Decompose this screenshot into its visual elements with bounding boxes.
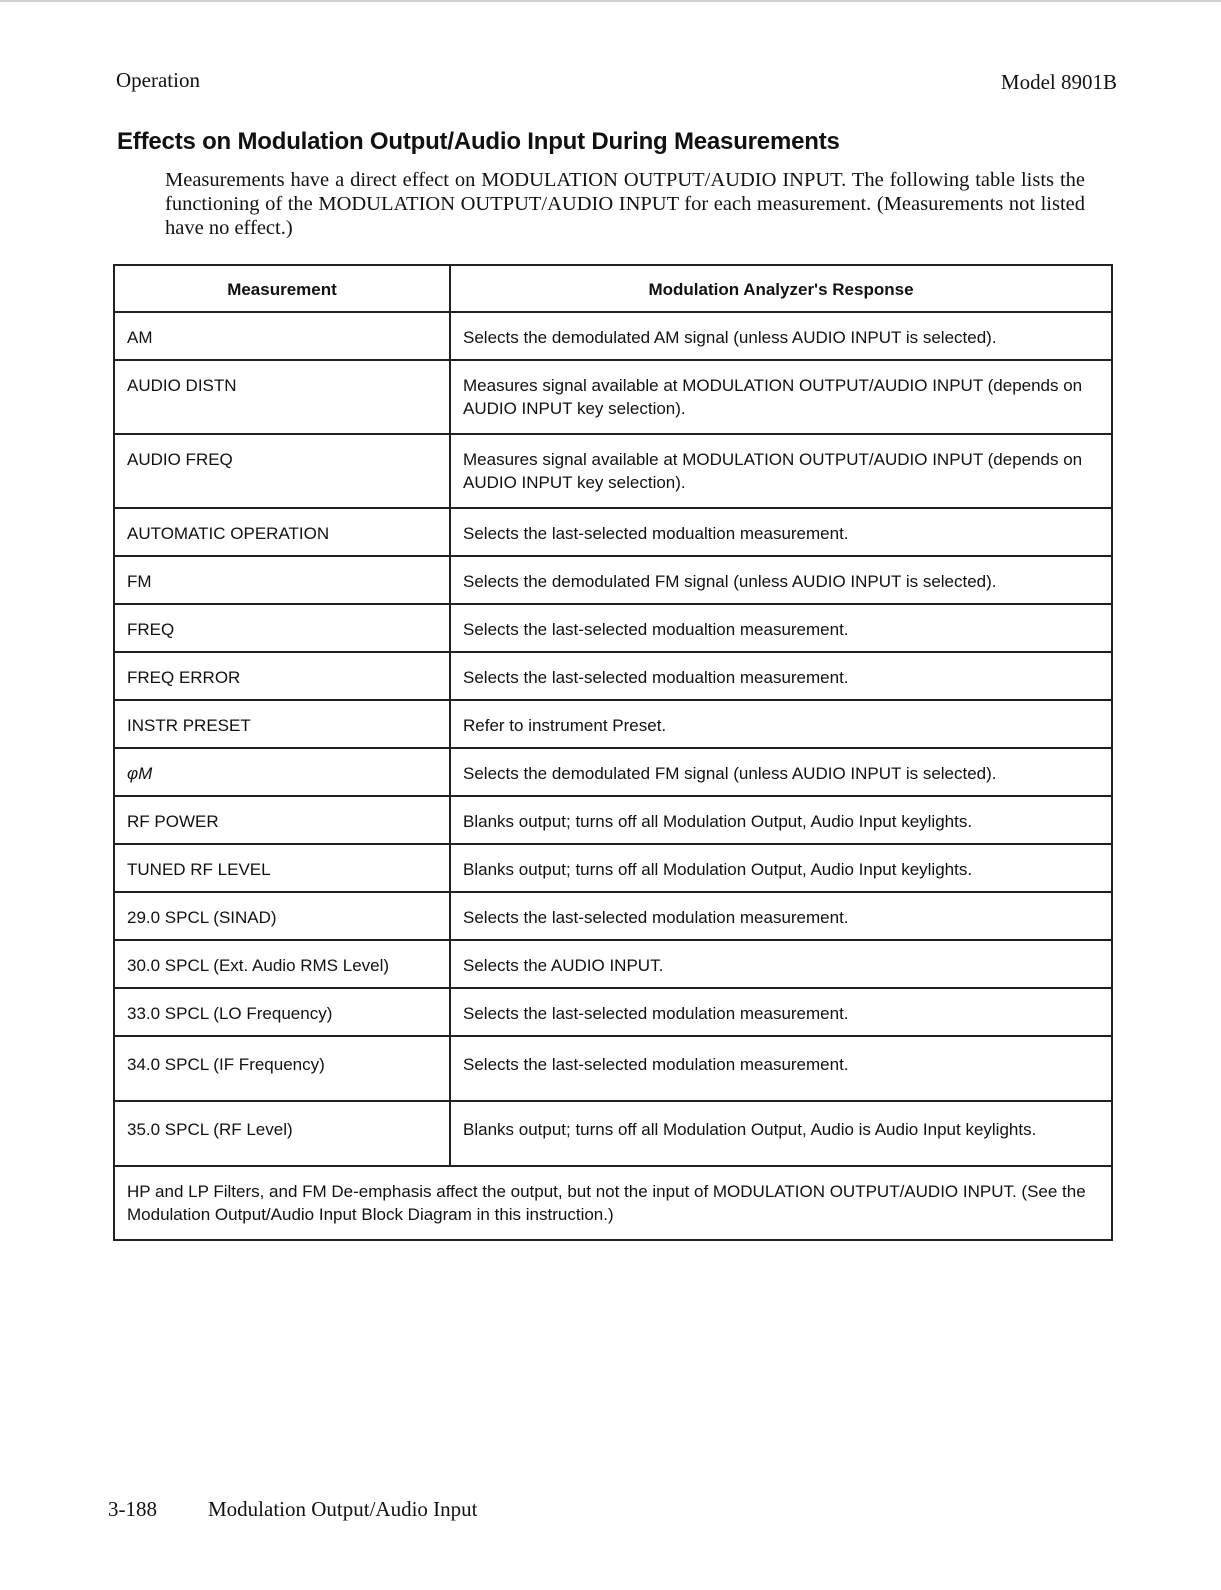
response-cell: Blanks output; turns off all Modulation Output, Audio Input keylights. xyxy=(450,796,1112,844)
table-row xyxy=(114,700,1112,748)
footer-page-number: 3-188 xyxy=(108,1497,157,1521)
table-note-row xyxy=(114,1166,1112,1240)
table-row xyxy=(114,892,1112,940)
measurement-cell: RF POWER xyxy=(114,796,450,844)
measurement-cell: FM xyxy=(114,556,450,604)
response-cell: Measures signal available at MODULATION OUTPUT/AUDIO INPUT (depends on AUDIO INPUT key selection). xyxy=(450,360,1112,434)
measurement-cell: AUTOMATIC OPERATION xyxy=(114,508,450,556)
measurement-cell: TUNED RF LEVEL xyxy=(114,844,450,892)
response-cell: Selects the demodulated FM signal (unless AUDIO INPUT is selected). xyxy=(450,556,1112,604)
measurement-cell: 34.0 SPCL (IF Frequency) xyxy=(114,1036,450,1101)
top-rule xyxy=(0,0,1221,2)
table-note: HP and LP Filters, and FM De-emphasis affect the output, but not the input of MODULATION OUTPUT/AUDIO INPUT. (See the Modulation Output/Audio Input Block Diagram in this instruction.) xyxy=(114,1166,1112,1240)
response-cell: Selects the last-selected modualtion measurement. xyxy=(450,604,1112,652)
table-row xyxy=(114,360,1112,434)
measurement-cell: FREQ ERROR xyxy=(114,652,450,700)
response-cell: Selects the last-selected modulation measurement. xyxy=(450,988,1112,1036)
response-cell: Blanks output; turns off all Modulation Output, Audio Input keylights. xyxy=(450,844,1112,892)
response-cell: Measures signal available at MODULATION OUTPUT/AUDIO INPUT (depends on AUDIO INPUT key selection). xyxy=(450,434,1112,508)
running-header-section: Operation xyxy=(116,68,200,92)
running-header-model: Model 8901B xyxy=(1000,70,1117,94)
response-cell: Refer to instrument Preset. xyxy=(450,700,1112,748)
response-cell: Selects the AUDIO INPUT. xyxy=(450,940,1112,988)
table-row xyxy=(114,1036,1112,1101)
column-header-measurement: Measurement xyxy=(114,265,450,312)
table-row xyxy=(114,604,1112,652)
footer-section-title: Modulation Output/Audio Input xyxy=(208,1497,478,1521)
response-cell: Selects the last-selected modualtion measurement. xyxy=(450,508,1112,556)
response-cell: Selects the last-selected modulation measurement. xyxy=(450,1036,1112,1101)
table-row xyxy=(114,844,1112,892)
measurement-cell: AM xyxy=(114,312,450,360)
table-row xyxy=(114,556,1112,604)
measurement-cell: 30.0 SPCL (Ext. Audio RMS Level) xyxy=(114,940,450,988)
measurement-cell: FREQ xyxy=(114,604,450,652)
response-cell: Selects the demodulated AM signal (unless AUDIO INPUT is selected). xyxy=(450,312,1112,360)
intro-paragraph: Measurements have a direct effect on MODULATION OUTPUT/AUDIO INPUT. The following table lists the functioning of the MODULATION OUTPUT/AUDIO INPUT for each measurement. (Measurements not listed have no effect.) xyxy=(165,169,1085,239)
table-row xyxy=(114,312,1112,360)
page-title: Effects on Modulation Output/Audio Input During Measurements xyxy=(117,128,840,155)
measurement-cell: 29.0 SPCL (SINAD) xyxy=(114,892,450,940)
table-header-row xyxy=(114,265,1112,312)
table-row xyxy=(114,508,1112,556)
measurement-cell: 35.0 SPCL (RF Level) xyxy=(114,1101,450,1166)
measurement-cell: φM xyxy=(114,748,450,796)
table-row xyxy=(114,988,1112,1036)
measurement-effects-table xyxy=(113,264,1113,1241)
table-row xyxy=(114,940,1112,988)
measurement-cell: AUDIO DISTN xyxy=(114,360,450,434)
table-row xyxy=(114,796,1112,844)
measurement-cell: AUDIO FREQ xyxy=(114,434,450,508)
table-row xyxy=(114,434,1112,508)
table-row xyxy=(114,652,1112,700)
response-cell: Selects the last-selected modulation measurement. xyxy=(450,892,1112,940)
table-row xyxy=(114,1101,1112,1166)
response-cell: Blanks output; turns off all Modulation Output, Audio is Audio Input keylights. xyxy=(450,1101,1112,1166)
response-cell: Selects the demodulated FM signal (unless AUDIO INPUT is selected). xyxy=(450,748,1112,796)
response-cell: Selects the last-selected modualtion measurement. xyxy=(450,652,1112,700)
measurement-cell: 33.0 SPCL (LO Frequency) xyxy=(114,988,450,1036)
measurement-cell: INSTR PRESET xyxy=(114,700,450,748)
column-header-response: Modulation Analyzer's Response xyxy=(450,265,1112,312)
table-row xyxy=(114,748,1112,796)
